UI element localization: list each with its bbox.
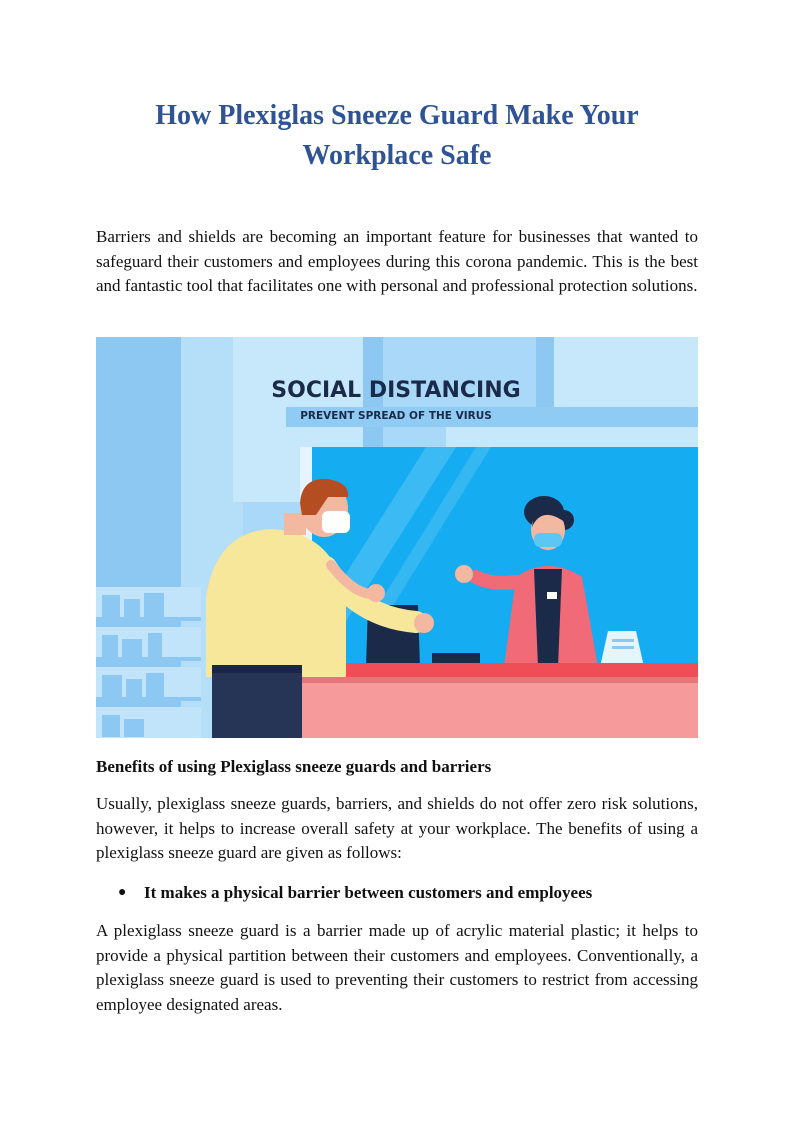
page-title: How Plexiglas Sneeze Guard Make Your Workplace Safe xyxy=(155,100,639,171)
barrier-paragraph: A plexiglass sneeze guard is a barrier made up of acrylic material plastic; it helps to provide a physical partition between their customers and employees. Conventionally, a plexiglass sneeze guard is used to preventing their customers to restrict from accessing employee designated areas. xyxy=(96,921,698,1014)
bullet-list-item xyxy=(118,881,698,905)
benefits-intro-paragraph: Usually, plexiglass sneeze guards, barriers, and shields do not offer zero risk solutions, however, it helps to increase overall safety at your workplace. The benefits of using a plexiglass sneeze guard are given as follows: xyxy=(96,794,698,862)
illustration-subline: PREVENT SPREAD OF THE VIRUS xyxy=(300,410,492,422)
social-distancing-illustration xyxy=(96,337,698,738)
illustration-headline: SOCIAL DISTANCING xyxy=(271,378,521,403)
bullet-text: It makes a physical barrier between customers and employees xyxy=(144,883,593,902)
benefits-heading: Benefits of using Plexiglass sneeze guards and barriers xyxy=(96,757,492,776)
bullet-dot-icon: ● xyxy=(118,885,127,900)
intro-paragraph: Barriers and shields are becoming an important feature for businesses that wanted to safeguard their customers and employees during this corona pandemic. This is the best and fantastic tool that facilitates one with personal and professional protection solutions. xyxy=(96,227,698,295)
